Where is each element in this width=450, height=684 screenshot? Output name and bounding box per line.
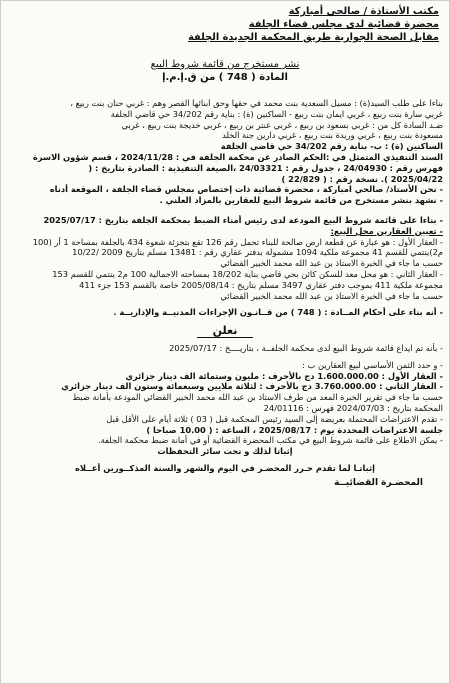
objections-line: - تقدم الاعتراضات المحتملة بعريضة إلى السيد رئيس المحكمة قبل ( 03 ) ثلاثة أيام على الأقل قبل — [7, 414, 443, 425]
property-1-expertise: حسب ما جاء في الخبرة الاستاذ بن عبد الله محمد الخبير القضائي — [220, 258, 443, 269]
deposit-line: - بناءا على قائمة شروط البيع المودعة لدى رئيس أمناء الضبط بمحكمة الجلفة بتاريخ : 2025/07/17 — [7, 215, 443, 226]
document-body — [7, 98, 443, 489]
defendants-address: الساكنين (ة) : ب- بناية رقم 34/202 حي قاضي الجلفة — [220, 141, 443, 152]
announcement-heading: نعلن — [7, 326, 443, 337]
property-2-line-2: مجموعة ملكية 411 بموجب دفتر عقاري 3497 مسلم بتاريخ : 2005/08/14 خاصة بالقسم 153 جزء 411 — [79, 279, 443, 290]
office-address: مقابل الصحة الجوارية طريق المحكمة الجديدة الجلفة — [188, 32, 439, 43]
defendants-line-2: مسعودة بنت ربيع ، غربي وريدة بنت ربيع ، غربي دارين جنة الخلد — [222, 130, 443, 141]
bailiff-line: - نحن الأستاذ/ صالحي امباركة ، محضرة قضائية ذات إختصاص بمجلس قضاء الجلفة ، الموقعة أدناه — [7, 184, 443, 195]
requester-line-2: غربي سارة بنت ربيع ، غربي ايمان بنت ربيع - الساكنين (ة) : بناية رقم 34/202 حي قاضي الجلفة — [110, 108, 443, 119]
property-2-expertise: حسب ما جاء في الخبرة الاستاذ بن عبد الله محمد الخبير القضائي — [220, 290, 443, 301]
document-title — [7, 58, 443, 84]
property-2-line-1: - العقار الثاني : هو محل معد للسكن كائن بحي قاضي بناية 18/202 بمساحته الاجمالية 100 م2 ينتمي للقسم 153 — [7, 269, 443, 280]
reservations-line: إثباتا لذلك و تحت سائر التحفظات — [157, 446, 293, 457]
title-line-1: نشر مستخرج من قائمة شروط البيع — [150, 59, 300, 70]
filing-date-line: - بأنه تم ايداع قائمة شروط البيع لدى محكمة الجلفــة ، بتاريــــخ : 2025/07/17 — [7, 343, 443, 354]
office-header — [7, 5, 443, 44]
closing-line: إثباتـا لما تقدم حـرر المحضـر في اليوم والشهر والسنة المذكــورين أعــلاه — [75, 462, 375, 473]
properties-heading: - تعيين العقارين محل البيع: — [7, 226, 443, 237]
defendants-line: ضـد السادة كل من : غربي بسعود بن ربيع ، غربي عنتر بن ربيع ، غربي خديجة بنت ربيع ، غربي — [121, 119, 443, 130]
office-name: مكتب الأستاذة / صالحي أمباركة — [288, 6, 439, 17]
property-2-price: - العقار الثاني : 3.760.000.00 دج بالأحرف : لثلاثة ملايين وسبعمائة وستون الف دينار جزائري — [7, 381, 443, 392]
property-1-line-2: م2)ينتمي للقسم 41 مجموعة ملكية 1094 مشمولة بدفتر عقاري رقم : 13481 مسلم بتاريخ 2009 /10/22 — [72, 247, 443, 258]
expertise-report-date: المحكمة بتاريخ : 2024/07/03 فهرس : 24/01116 — [263, 402, 443, 413]
office-role: محضرة قضائية لدى مجلس قضاء الجلفة — [248, 19, 439, 30]
base-price-intro: - و حدد الثمن الأساسي لبيع العقارين ب : — [7, 360, 443, 371]
objections-hearing: جلسة الاعتراضات المحددة يوم : 2025/08/17 ، الساعة : ( 10.00 صباحا ) — [146, 424, 443, 435]
requester-line: بناءا على طلب السيد(ة) : مسيل السعدية بنت محمد في حقها وحق ابنائها القصر وهم : غربي حنان بنت ربيع ، — [70, 98, 443, 108]
property-1-line-1: - العقار الأول : هو عبارة عن قطعة ارض صالحة للبناء تحمل رقم 126 تقع بتجزئة شعوة 434 بالجلفة بمساحة 1 أر (100 — [7, 237, 443, 248]
consultation-line: - يمكن الاطلاع على قائمة شروط البيع في مكتب المحضرة القضائية أو في أمانة ضبط محكمة الجلفة. — [7, 435, 443, 446]
expertise-report-line: حسب ما جاء في تقرير الخبرة المعد من طرف الاستاذ بن عبد الله محمد الخبير القضائي المودعة بأمانة ضبط — [72, 392, 443, 403]
enforcement-title: السند التنفيذي المتمثل في :الحكم الصادر عن محكمة الجلفة في : 2024/11/28 ، قسم شؤون الاسرة — [32, 151, 443, 162]
legal-basis: - أنه بناء على أحكام المــادة : ( 748 ) من قــانـون الإجراءات المدنيــة والإداريــة . — [7, 307, 443, 318]
enforcement-copy: 2025/04/22 ). نسخة رقم : ( 22/829 ) — [281, 173, 443, 184]
publication-line: - نشهد بنشر مستخرج من قائمة شروط البيع للعقارين بالمزاد العلني . — [7, 195, 443, 206]
enforcement-refs: فهرس رقم : 24/04930 ، جدول رقم : 24/03321 ،الصيغة التنفيذية : الصادرة بتاريخ : ( — [88, 162, 443, 173]
title-line-2: المادة ( 748 ) من ق.إ.م.إ — [162, 72, 288, 83]
signature-label: المحضـرة القضائيــة — [334, 477, 423, 488]
property-1-price: - العقار الأول : 1.600.000.00 دج بالأحرف : مليون وستمائة الف دينار جزائري — [7, 371, 443, 382]
